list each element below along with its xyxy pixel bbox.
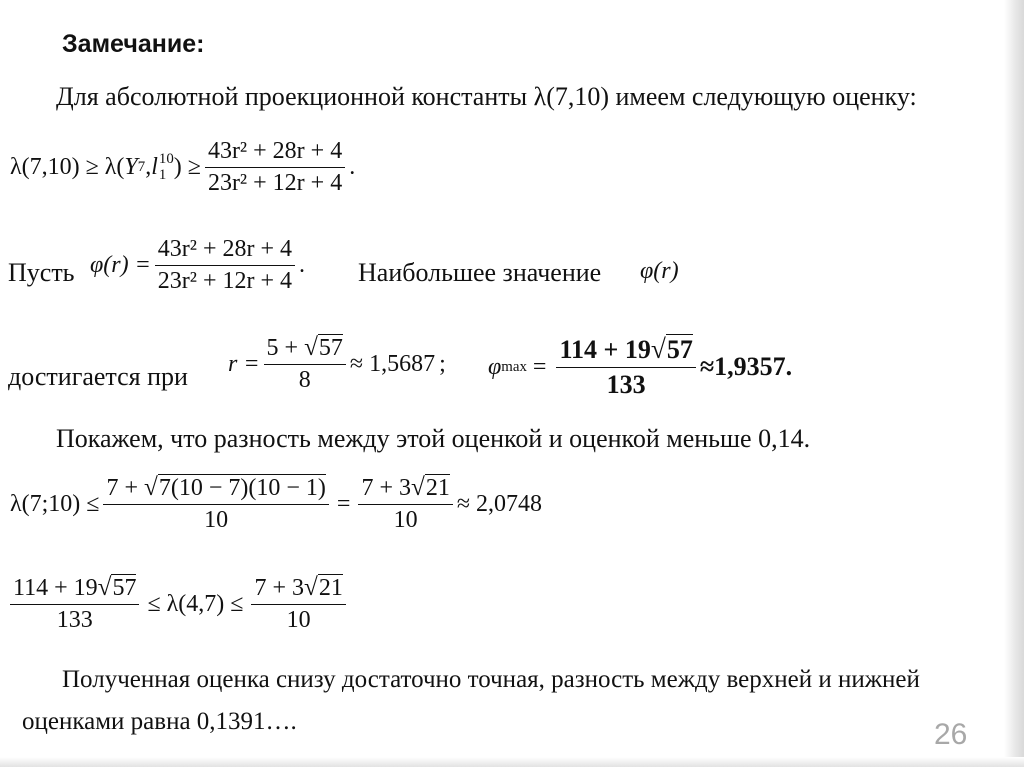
eq1-fraction	[205, 138, 345, 197]
eq3-num-root: 57	[112, 575, 137, 601]
sqrt-sign: √	[144, 474, 158, 501]
phi-max-sub: max	[501, 358, 527, 375]
slide-edge-shadow-right	[1004, 0, 1024, 767]
eq2-lhs: λ(7;10) ≤	[10, 490, 100, 517]
eq2-num-a: 7 +	[106, 475, 145, 501]
eq2-fraction-2	[358, 474, 452, 534]
eq3-num-a: 114 + 19	[13, 575, 98, 601]
sqrt-sign: √	[304, 574, 318, 601]
eq1-Y-sub: 7	[137, 159, 146, 175]
eq3-num2-a: 7 + 3	[254, 575, 304, 601]
phi-def-denominator: 23r² + 12r + 4	[157, 268, 293, 294]
eq2-num-root: 7(10 − 7)(10 − 1)	[158, 475, 326, 501]
show-text: Покажем, что разность между этой оценкой и оценкой меньше 0,14.	[56, 424, 811, 453]
attained-text: достигается при	[8, 362, 188, 391]
eq2-denominator: 10	[204, 507, 229, 533]
sqrt-sign: √	[650, 334, 666, 364]
conclusion-line-1: Полученная оценка снизу достаточно точная, разность между верхней и нижней	[62, 666, 920, 693]
eq1-lhs: λ(7,10) ≥ λ(	[10, 154, 125, 180]
r-num-root: 57	[318, 335, 343, 361]
phi-max-fraction	[556, 334, 695, 400]
eq3-num2-root: 21	[318, 575, 343, 601]
phi-def-numerator: 43r² + 28r + 4	[155, 236, 295, 266]
max-value-text: Наибольшее значение	[358, 258, 602, 287]
eq1-denominator: 23r² + 12r + 4	[207, 170, 343, 196]
sqrt-sign: √	[304, 334, 318, 361]
phi-of-r: φ(r)	[640, 258, 679, 284]
equation-r-value	[228, 334, 446, 394]
eq1-Y: Y	[124, 154, 138, 180]
equation-lambda-upper	[10, 474, 542, 534]
slide-heading: Замечание:	[62, 30, 205, 58]
sqrt-sign: √	[97, 574, 112, 601]
eq1-comma: ,	[145, 154, 152, 180]
r-num-a: 5 +	[266, 335, 305, 361]
eq1-l-sup: 10	[158, 150, 174, 167]
let-text: Пусть	[8, 258, 75, 287]
slide-edge-shadow-bottom	[0, 757, 1024, 767]
eq2-denominator-2: 10	[393, 507, 418, 533]
conclusion-line-2: оценками равна 0,1391….	[22, 708, 297, 735]
eq1-period: .	[349, 154, 356, 180]
eq2-num2-a: 7 + 3	[361, 475, 411, 501]
eq1-l: l	[151, 154, 158, 180]
phi-max-eq: =	[532, 353, 547, 380]
sqrt-sign: √	[410, 474, 425, 501]
phi-def-lhs: φ(r) =	[90, 252, 151, 278]
eq1-close: ) ≥	[173, 154, 201, 180]
r-value-fraction	[264, 334, 346, 394]
eq3-middle: ≤ λ(4,7) ≤	[147, 590, 244, 617]
intro-text: Для абсолютной проекционной константы λ(7,10) имеем следующую оценку:	[56, 82, 917, 111]
phi-max-num-root: 57	[666, 335, 693, 364]
page-number: 26	[934, 718, 968, 751]
eq3-denominator-right: 10	[286, 607, 311, 633]
eq1-numerator: 43r² + 28r + 4	[205, 138, 345, 168]
eq3-denominator-left: 133	[56, 607, 93, 633]
phi-max-denominator: 133	[606, 370, 646, 399]
equation-lambda-4-7-bounds	[6, 574, 350, 634]
eq2-num2-root: 21	[425, 475, 450, 501]
r-value-denominator: 8	[298, 367, 311, 393]
eq2-equals: =	[336, 490, 351, 517]
phi-max-num-a: 114 + 19	[559, 335, 651, 364]
eq1-l-sub: 1	[158, 166, 167, 183]
equation-lambda-estimate	[10, 138, 355, 197]
equation-phi-definition	[90, 236, 305, 295]
phi-def-fraction	[155, 236, 295, 295]
eq3-fraction-right	[251, 574, 345, 634]
r-value-sep: ;	[439, 350, 446, 377]
equation-phi-max	[488, 334, 792, 400]
eq3-fraction-left	[10, 574, 139, 634]
phi-max-symbol: φ	[488, 353, 502, 380]
eq2-approx: ≈ 2,0748	[456, 490, 542, 517]
r-value-lhs: r =	[228, 350, 260, 377]
phi-max-approx: ≈1,9357.	[699, 352, 793, 381]
eq2-fraction	[103, 474, 328, 534]
phi-def-period: .	[299, 252, 306, 278]
r-value-approx: ≈ 1,5687	[349, 350, 436, 377]
